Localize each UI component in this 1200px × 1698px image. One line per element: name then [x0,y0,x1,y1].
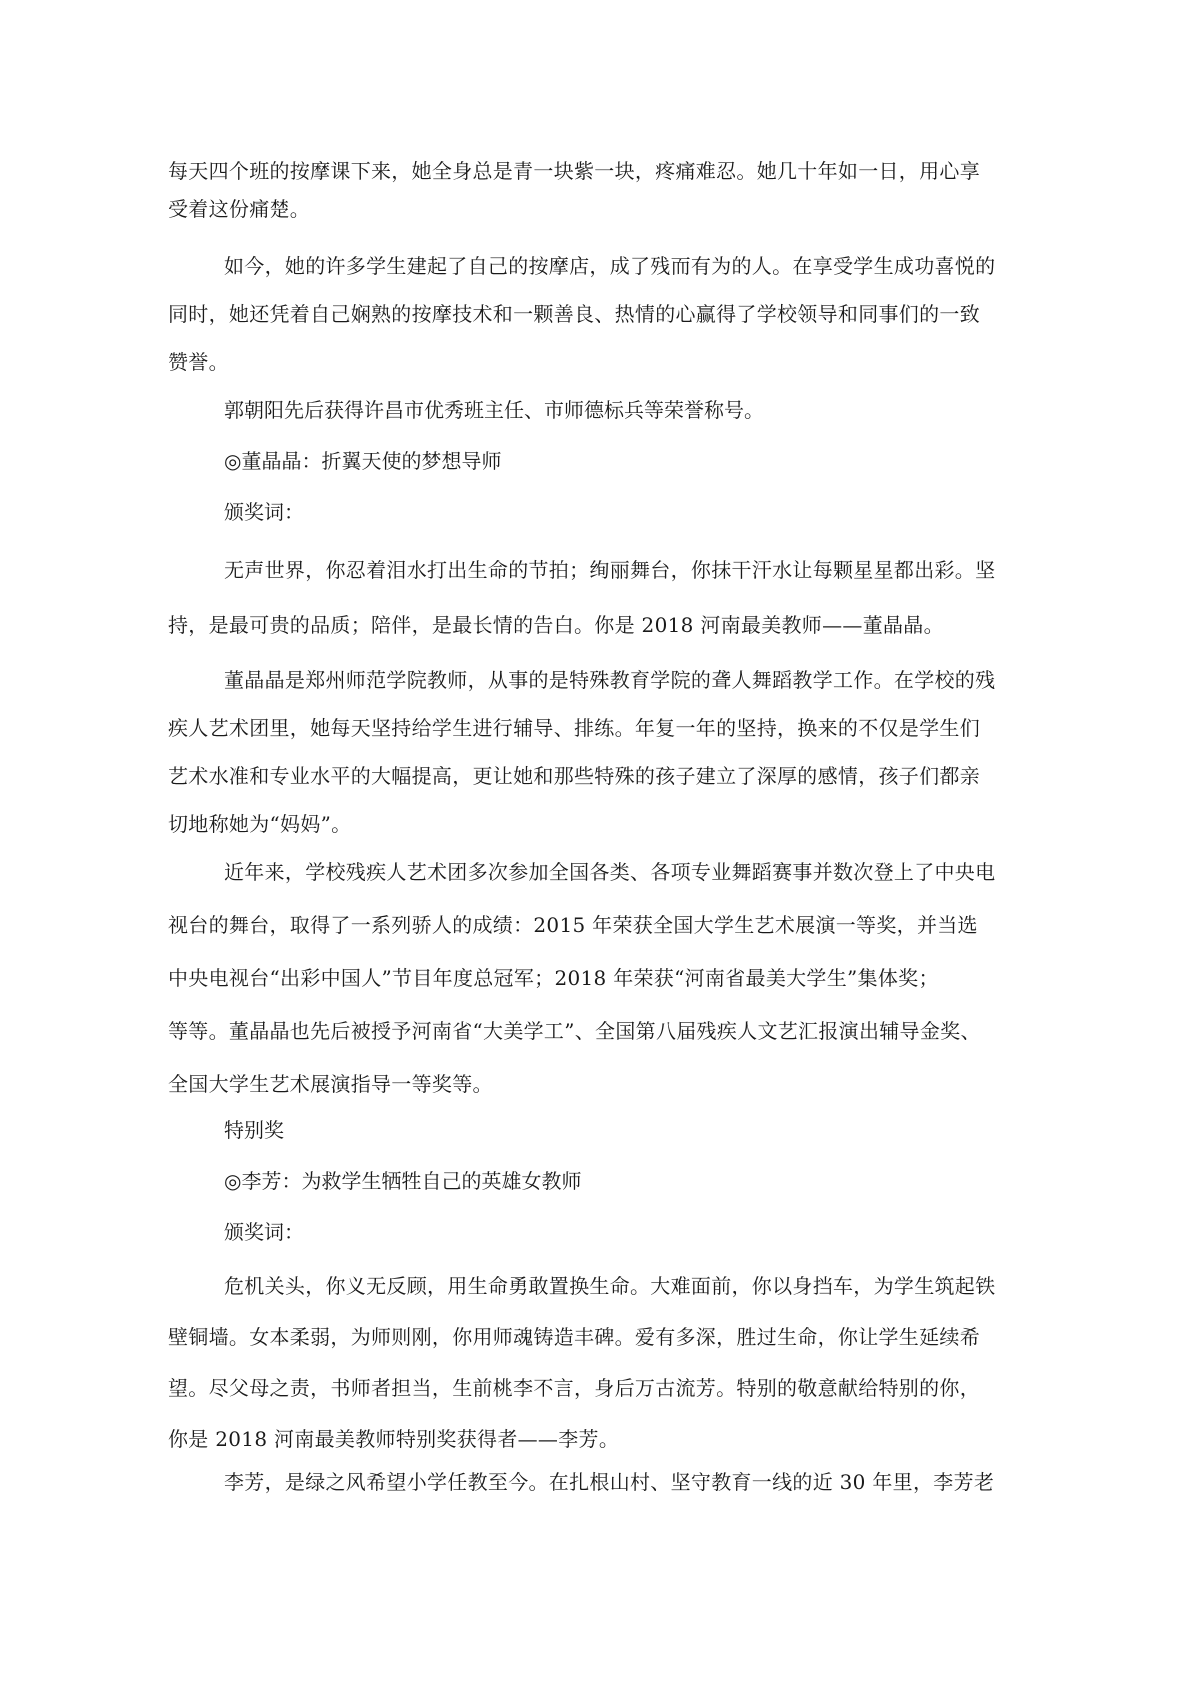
text-line: 同时，她还凭着自己娴熟的按摩技术和一颗善良、热情的心赢得了学校领导和同事们的一致 [168,302,980,326]
text-line: 李芳，是绿之风希望小学任教至今。在扎根山村、坚守教育一线的近 30 年里，李芳老 [224,1470,995,1494]
text-line: 疾人艺术团里，她每天坚持给学生进行辅导、排练。年复一年的坚持，换来的不仅是学生们 [168,716,980,740]
paragraph-dong-award-words [168,543,1032,653]
text-line: 董晶晶是郑州师范学院教师，从事的是特殊教育学院的聋人舞蹈教学工作。在学校的残 [224,668,996,692]
section-heading-li: ◎李芳：为救学生牺牲自己的英雄女教师 [224,1169,582,1193]
section-heading-dong: ◎董晶晶：折翼天使的梦想导师 [224,449,502,473]
text-line: 中央电视台“出彩中国人”节目年度总冠军；2018 年荣获“河南省最美大学生”集体奖； [168,966,939,990]
section-heading-special-award: 特别奖 [224,1118,284,1142]
award-words-label: 颁奖词： [224,500,304,524]
paragraph-dong-bio [168,656,1032,848]
paragraph-massage-class [168,152,1032,228]
text-line: 每天四个班的按摩课下来，她全身总是青一块紫一块，疼痛难忍。她几十年如一日，用心享 [168,159,980,183]
text-line: 赞誉。 [168,350,229,374]
text-line: 你是 2018 河南最美教师特别奖获得者——李芳。 [168,1427,620,1451]
paragraph-li-bio [168,1463,1032,1501]
text-line: 等等。董晶晶也先后被授予河南省“大美学工”、全国第八届残疾人文艺汇报演出辅导金奖、 [168,1019,981,1043]
text-line: 危机关头，你义无反顾，用生命勇敢置换生命。大难面前，你以身挡车，为学生筑起铁 [224,1274,996,1298]
text-line: 全国大学生艺术展演指导一等奖等。 [168,1072,493,1096]
text-line: 视台的舞台，取得了一系列骄人的成绩：2015 年荣获全国大学生艺术展演一等奖，并当选 [168,913,978,937]
paragraph-art-troupe [168,846,1032,1111]
text-line: 艺术水准和专业水平的大幅提高，更让她和那些特殊的孩子建立了深厚的感情，孩子们都亲 [168,764,980,788]
text-line: 壁铜墙。女本柔弱，为师则刚，你用师魂铸造丰碑。爱有多深，胜过生命，你让学生延续希 [168,1325,980,1349]
text-line: 无声世界，你忍着泪水打出生命的节拍；绚丽舞台，你抹干汗水让每颗星星都出彩。坚 [224,558,996,582]
paragraph-guo-honors: 郭朝阳先后获得许昌市优秀班主任、市师德标兵等荣誉称号。 [224,398,764,422]
text-line: 切地称她为“妈妈”。 [168,812,352,836]
text-line: 如今，她的许多学生建起了自己的按摩店，成了残而有为的人。在享受学生成功喜悦的 [224,254,996,278]
paragraph-li-award-words [168,1261,1032,1465]
text-line: 受着这份痛楚。 [168,197,311,221]
text-line: 近年来，学校残疾人艺术团多次参加全国各类、各项专业舞蹈赛事并数次登上了中央电 [224,860,996,884]
paragraph-students-success [168,242,1032,386]
text-line: 望。尽父母之责，书师者担当，生前桃李不言，身后万古流芳。特别的敬意献给特别的你， [168,1376,980,1400]
text-line: 持，是最可贵的品质；陪伴，是最长情的告白。你是 2018 河南最美教师——董晶晶。 [168,613,944,637]
award-words-label: 颁奖词： [224,1220,304,1244]
